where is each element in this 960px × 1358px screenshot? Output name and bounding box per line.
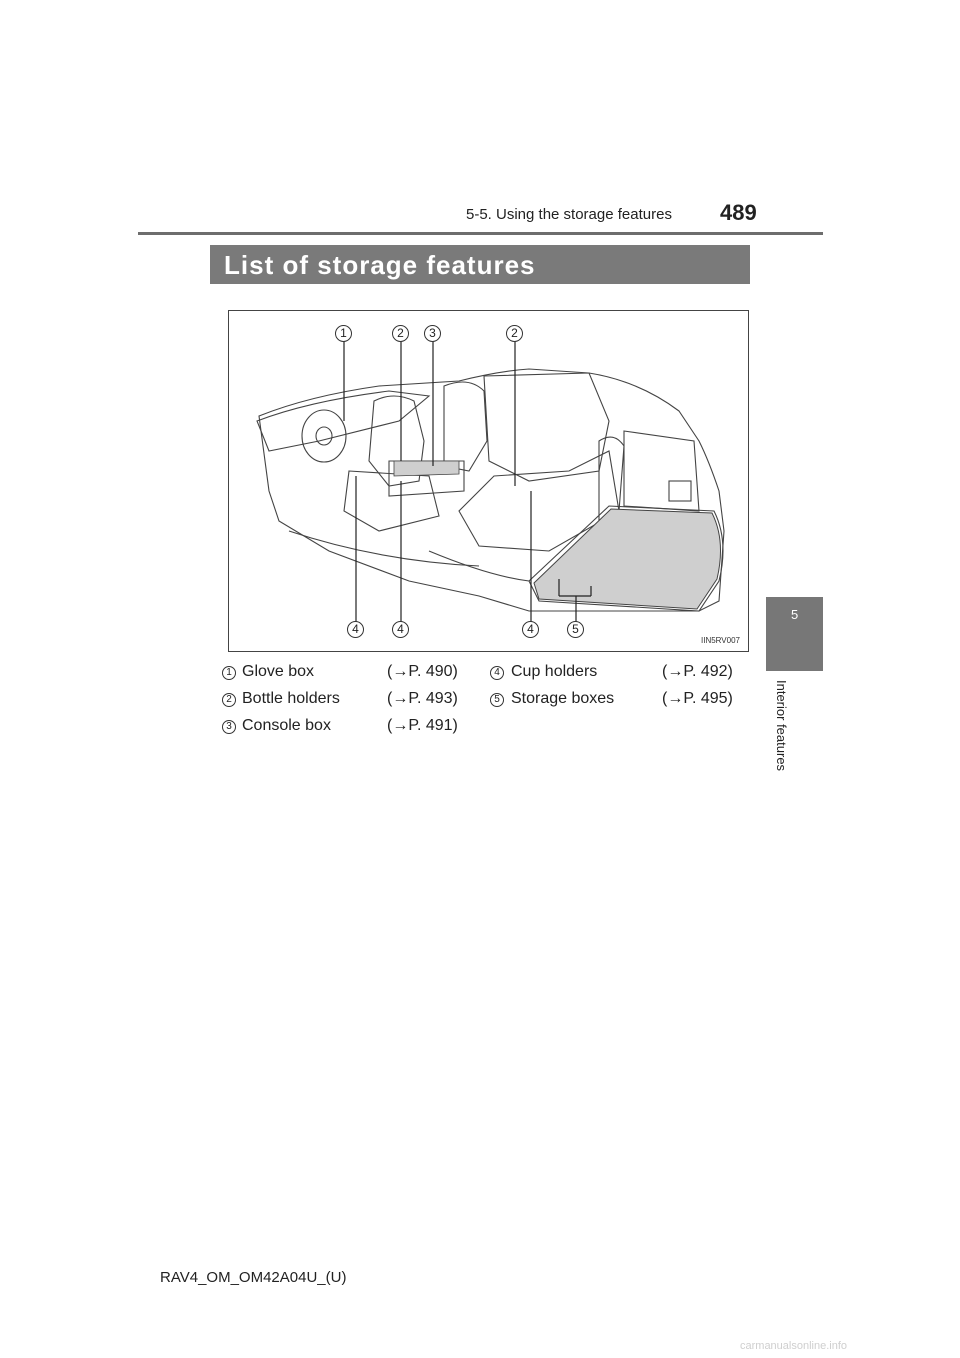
callout-4-cup-holders-rear: 4 (522, 621, 539, 638)
callout-1-glove-box: 1 (335, 325, 352, 342)
legend-page-ref[interactable]: (→P. 491) (387, 717, 458, 734)
callout-2-bottle-holders-rear: 2 (506, 325, 523, 342)
legend-number-badge: 3 (222, 720, 236, 734)
legend-item-glove-box[interactable] (222, 663, 472, 685)
chapter-tab[interactable] (766, 597, 823, 671)
legend-label: Cup holders (511, 663, 598, 680)
legend-label: Console box (242, 717, 331, 734)
callout-5-storage-boxes: 5 (567, 621, 584, 638)
watermark: carmanualsonline.info (740, 1340, 848, 1352)
header-divider (138, 232, 823, 235)
storage-features-illustration (228, 310, 749, 652)
callout-2-bottle-holders: 2 (392, 325, 409, 342)
legend-label: Bottle holders (242, 690, 340, 707)
figure-code: IIN5RV007 (701, 636, 740, 645)
document-id: RAV4_OM_OM42A04U_(U) (160, 1269, 347, 1286)
legend-number-badge: 1 (222, 666, 236, 680)
legend-page-ref[interactable]: (→P. 493) (387, 690, 458, 707)
callout-4-cup-holders-2: 4 (392, 621, 409, 638)
callout-3-console-box: 3 (424, 325, 441, 342)
chapter-number: 5 (791, 607, 799, 622)
page-heading: List of storage features (224, 250, 536, 280)
car-interior-drawing (229, 311, 749, 652)
legend-item-cup-holders[interactable] (490, 663, 750, 685)
section-title: 5-5. Using the storage features (466, 206, 672, 223)
legend-number-badge: 4 (490, 666, 504, 680)
chapter-label-container (773, 680, 789, 790)
legend-label: Glove box (242, 663, 315, 680)
legend-page-ref[interactable]: (→P. 490) (387, 663, 458, 680)
legend-item-console-box[interactable] (222, 717, 472, 739)
page-heading-bar (210, 245, 750, 284)
legend-page-ref[interactable]: (→P. 492) (662, 663, 733, 680)
legend-item-storage-boxes[interactable] (490, 690, 750, 712)
chapter-label: Interior features (774, 680, 789, 772)
legend-number-badge: 2 (222, 693, 236, 707)
page-number: 489 (720, 200, 757, 225)
callout-4-cup-holders: 4 (347, 621, 364, 638)
legend-page-ref[interactable]: (→P. 495) (662, 690, 733, 707)
legend-number-badge: 5 (490, 693, 504, 707)
legend-label: Storage boxes (511, 690, 615, 707)
legend-item-bottle-holders[interactable] (222, 690, 472, 712)
